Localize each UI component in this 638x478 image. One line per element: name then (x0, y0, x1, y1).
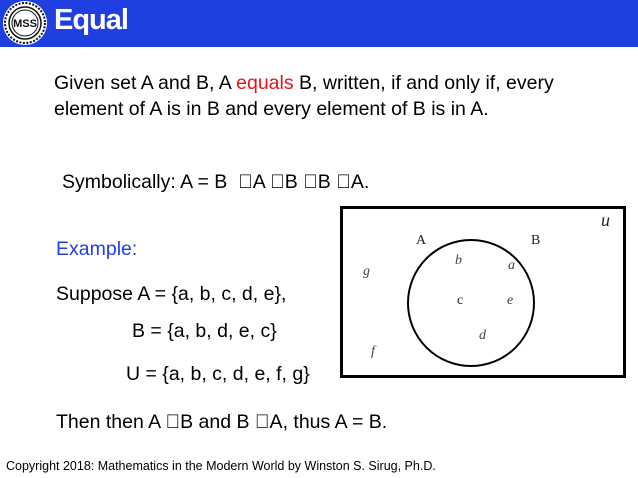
venn-diagram (340, 206, 626, 378)
copyright-footer: Copyright 2018: Mathematics in the Modern World by Winston S. Sirug, Ph.D. (6, 459, 436, 473)
venn-svg (343, 209, 623, 375)
university-seal-logo (2, 0, 48, 46)
suppose-a-line: Suppose A = {a, b, c, d, e}, (56, 283, 287, 305)
equals-highlight: equals (236, 72, 294, 94)
example-heading: Example: (56, 238, 138, 260)
universal-set-line: U = {a, b, c, d, e, f, g} (126, 363, 310, 385)
definition-text-2: B, written, if and only if, every element of A is in B and every element of B is in A. (54, 72, 554, 120)
element-c: c (457, 293, 464, 308)
element-d: d (479, 328, 486, 343)
set-a-label: A (416, 233, 427, 248)
element-a: a (508, 258, 515, 273)
title-bar (0, 0, 638, 47)
definition-paragraph (54, 70, 594, 122)
universe-label: u (601, 210, 610, 230)
set-b-line: B = {a, b, d, e, c} (132, 320, 277, 342)
element-g: g (363, 264, 370, 279)
element-e: e (507, 293, 514, 308)
definition-text-1: Given set A and B, A (54, 72, 237, 94)
element-f: f (371, 344, 375, 359)
slide-title: Equal (54, 4, 128, 36)
set-circle (408, 240, 534, 366)
symbolic-statement: Symbolically: A = B A B B A. (62, 171, 331, 193)
conclusion-line: Then then A B and B A, thus A = B. (56, 411, 368, 433)
set-b-label: B (531, 233, 541, 248)
element-b: b (455, 253, 462, 268)
svg-text:MSS: MSS (13, 18, 37, 30)
